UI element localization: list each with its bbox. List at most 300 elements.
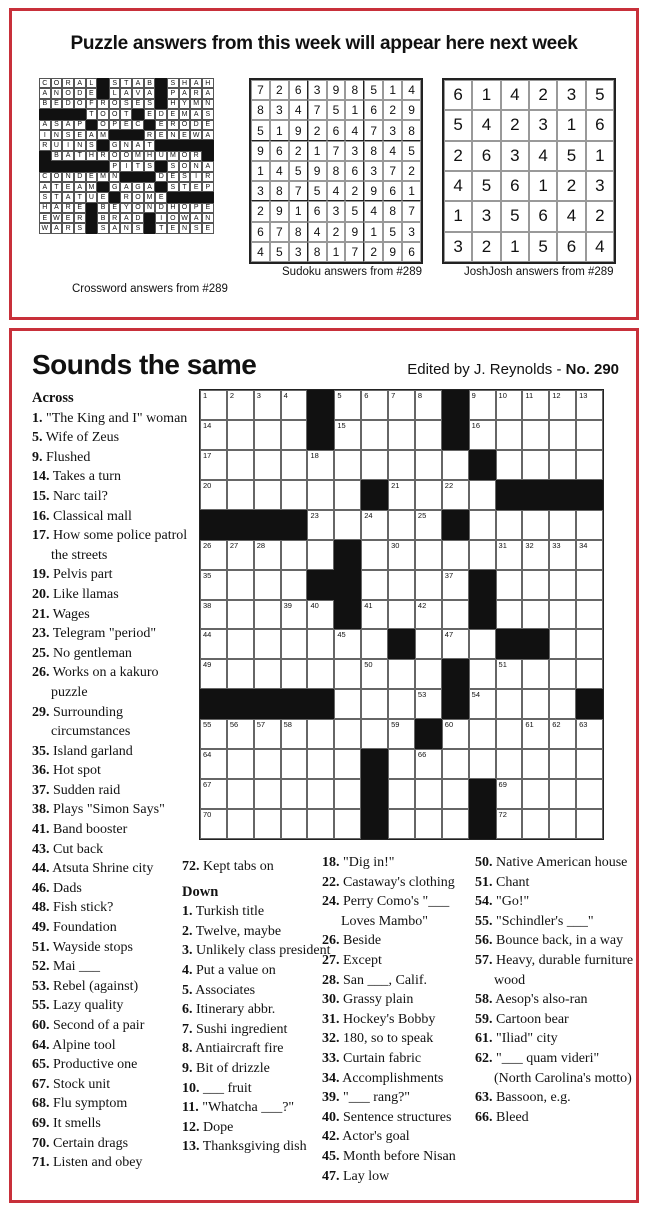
puzzle-cell[interactable] bbox=[522, 510, 549, 540]
puzzle-cell[interactable] bbox=[200, 719, 227, 749]
clue-number: 51 bbox=[498, 660, 507, 670]
puzzle-cell[interactable] bbox=[281, 540, 308, 570]
puzzle-cell[interactable] bbox=[496, 689, 523, 719]
black-square bbox=[97, 161, 109, 171]
puzzle-cell[interactable] bbox=[307, 540, 334, 570]
puzzle-cell[interactable] bbox=[200, 749, 227, 779]
clue-number: 59 bbox=[391, 720, 400, 730]
joshjosh-cell: 6 bbox=[557, 232, 585, 262]
puzzle-cell[interactable] bbox=[442, 450, 469, 480]
black-square bbox=[254, 510, 281, 540]
sudoku-cell: 4 bbox=[345, 120, 364, 140]
puzzle-cell[interactable] bbox=[442, 749, 469, 779]
puzzle-cell[interactable] bbox=[576, 450, 603, 480]
puzzle-cell[interactable] bbox=[469, 510, 496, 540]
clue-number: 63 bbox=[579, 720, 588, 730]
puzzle-cell[interactable] bbox=[334, 809, 361, 839]
puzzle-cell[interactable] bbox=[496, 600, 523, 630]
answer-letter: E bbox=[62, 182, 74, 192]
puzzle-cell[interactable] bbox=[281, 570, 308, 600]
puzzle-cell[interactable] bbox=[227, 809, 254, 839]
puzzle-cell[interactable] bbox=[549, 450, 576, 480]
answer-letter: I bbox=[120, 161, 132, 171]
clue-num: 46. bbox=[32, 880, 50, 896]
puzzle-cell[interactable] bbox=[576, 809, 603, 839]
clue-number: 32 bbox=[525, 540, 534, 550]
puzzle-cell[interactable] bbox=[576, 779, 603, 809]
puzzle-cell[interactable] bbox=[549, 420, 576, 450]
puzzle-cell[interactable] bbox=[254, 390, 281, 420]
clue-num: 26. bbox=[32, 665, 50, 681]
answer-letter: R bbox=[120, 192, 132, 202]
clue-number: 15 bbox=[337, 420, 346, 430]
puzzle-cell[interactable] bbox=[388, 779, 415, 809]
puzzle-cell[interactable] bbox=[522, 719, 549, 749]
puzzle-cell[interactable] bbox=[281, 450, 308, 480]
clue-num: 1. bbox=[182, 904, 193, 920]
sudoku-cell: 5 bbox=[289, 161, 308, 181]
sudoku-cell: 2 bbox=[364, 242, 383, 262]
joshjosh-answers-grid bbox=[442, 78, 616, 264]
clue-number: 31 bbox=[498, 540, 507, 550]
puzzle-cell[interactable] bbox=[200, 629, 227, 659]
puzzle-cell[interactable] bbox=[496, 510, 523, 540]
answer-letter: S bbox=[39, 192, 51, 202]
puzzle-cell[interactable] bbox=[415, 809, 442, 839]
puzzle-cell[interactable] bbox=[281, 659, 308, 689]
clue-item bbox=[32, 487, 194, 507]
puzzle-cell[interactable] bbox=[307, 779, 334, 809]
puzzle-cell[interactable] bbox=[469, 719, 496, 749]
clue-text: Fish stick? bbox=[49, 900, 114, 916]
puzzle-cell[interactable] bbox=[281, 779, 308, 809]
answer-letter: O bbox=[109, 99, 121, 109]
puzzle-cell[interactable] bbox=[227, 600, 254, 630]
clue-text: Productive one bbox=[49, 1057, 138, 1073]
puzzle-cell[interactable] bbox=[442, 570, 469, 600]
answer-letter: Y bbox=[179, 99, 191, 109]
clue-item bbox=[322, 1108, 480, 1128]
answer-letter: R bbox=[190, 88, 202, 98]
puzzle-cell[interactable] bbox=[415, 749, 442, 779]
puzzle-cell[interactable] bbox=[361, 719, 388, 749]
clue-number: 60 bbox=[444, 720, 454, 730]
puzzle-cell[interactable] bbox=[576, 540, 603, 570]
puzzle-cell[interactable] bbox=[522, 779, 549, 809]
puzzle-cell[interactable] bbox=[307, 749, 334, 779]
clue-num: 7. bbox=[182, 1021, 193, 1037]
answer-letter: H bbox=[167, 203, 179, 213]
joshjosh-cell: 2 bbox=[501, 110, 529, 140]
puzzle-cell[interactable] bbox=[522, 420, 549, 450]
puzzle-cell[interactable] bbox=[469, 420, 496, 450]
puzzle-cell[interactable] bbox=[388, 480, 415, 510]
puzzle-cell[interactable] bbox=[254, 809, 281, 839]
puzzle-cell[interactable] bbox=[334, 659, 361, 689]
clue-number: 16 bbox=[471, 420, 480, 430]
puzzle-cell[interactable] bbox=[281, 809, 308, 839]
puzzle-cell[interactable] bbox=[442, 600, 469, 630]
puzzle-cell[interactable] bbox=[200, 540, 227, 570]
answer-letter: Y bbox=[120, 203, 132, 213]
sudoku-cell: 4 bbox=[251, 242, 270, 262]
puzzle-cell[interactable] bbox=[496, 540, 523, 570]
puzzle-cell[interactable] bbox=[576, 749, 603, 779]
joshjosh-cell: 2 bbox=[586, 201, 614, 231]
puzzle-cell[interactable] bbox=[200, 480, 227, 510]
puzzle-cell[interactable] bbox=[522, 390, 549, 420]
puzzle-cell[interactable] bbox=[361, 450, 388, 480]
puzzle-cell[interactable] bbox=[254, 540, 281, 570]
clue-num: 25. bbox=[32, 645, 50, 661]
puzzle-cell[interactable] bbox=[200, 600, 227, 630]
puzzle-cell[interactable] bbox=[415, 450, 442, 480]
answer-letter: A bbox=[190, 213, 202, 223]
clue-number: 56 bbox=[229, 720, 239, 730]
clue-text: Thanksgiving dish bbox=[199, 1139, 307, 1155]
clue-item bbox=[322, 990, 480, 1010]
answer-letter: P bbox=[202, 182, 214, 192]
puzzle-cell[interactable] bbox=[522, 659, 549, 689]
puzzle-cell[interactable] bbox=[496, 719, 523, 749]
clue-number: 12 bbox=[552, 391, 561, 400]
puzzle-cell[interactable] bbox=[334, 450, 361, 480]
puzzle-cell[interactable] bbox=[254, 659, 281, 689]
puzzle-cell[interactable] bbox=[549, 570, 576, 600]
puzzle-cell[interactable] bbox=[227, 629, 254, 659]
puzzle-cell[interactable] bbox=[254, 570, 281, 600]
puzzle-cell[interactable] bbox=[361, 540, 388, 570]
clue-item bbox=[182, 857, 332, 877]
puzzle-cell[interactable] bbox=[281, 390, 308, 420]
puzzle-cell[interactable] bbox=[200, 779, 227, 809]
puzzle-cell[interactable] bbox=[442, 809, 469, 839]
puzzle-cell[interactable] bbox=[388, 719, 415, 749]
puzzle-cell[interactable] bbox=[388, 390, 415, 420]
puzzle-cell[interactable] bbox=[388, 749, 415, 779]
sudoku-cell: 8 bbox=[308, 242, 327, 262]
puzzle-cell[interactable] bbox=[469, 749, 496, 779]
joshjosh-cell: 3 bbox=[501, 141, 529, 171]
clue-text: Classical mall bbox=[49, 508, 132, 524]
puzzle-cell[interactable] bbox=[549, 600, 576, 630]
puzzle-cell[interactable] bbox=[361, 570, 388, 600]
puzzle-cell[interactable] bbox=[227, 420, 254, 450]
clue-number: 1 bbox=[203, 391, 208, 400]
puzzle-cell[interactable] bbox=[334, 420, 361, 450]
puzzle-cell[interactable] bbox=[307, 809, 334, 839]
puzzle-cell[interactable] bbox=[200, 809, 227, 839]
puzzle-cell[interactable] bbox=[254, 629, 281, 659]
puzzle-cell[interactable] bbox=[549, 719, 576, 749]
joshjosh-cell: 4 bbox=[444, 171, 472, 201]
puzzle-cell[interactable] bbox=[227, 390, 254, 420]
puzzle-cell[interactable] bbox=[281, 629, 308, 659]
puzzle-cell[interactable] bbox=[361, 600, 388, 630]
clue-text: Alpine tool bbox=[49, 1037, 116, 1053]
puzzle-cell[interactable] bbox=[281, 749, 308, 779]
clue-item bbox=[322, 1167, 480, 1187]
answer-letter: E bbox=[144, 109, 156, 119]
clue-num: 27. bbox=[322, 952, 340, 968]
puzzle-cell[interactable] bbox=[576, 570, 603, 600]
puzzle-cell[interactable] bbox=[361, 629, 388, 659]
clue-num: 14. bbox=[32, 469, 50, 485]
puzzle-cell[interactable] bbox=[549, 659, 576, 689]
puzzle-cell[interactable] bbox=[469, 689, 496, 719]
puzzle-cell[interactable] bbox=[522, 809, 549, 839]
puzzle-cell[interactable] bbox=[227, 480, 254, 510]
puzzle-cell[interactable] bbox=[576, 390, 603, 420]
puzzle-cell[interactable] bbox=[227, 719, 254, 749]
joshjosh-cell: 5 bbox=[529, 232, 557, 262]
puzzle-cell[interactable] bbox=[200, 390, 227, 420]
puzzle-cell[interactable] bbox=[576, 629, 603, 659]
answer-letter: E bbox=[132, 99, 144, 109]
puzzle-cell[interactable] bbox=[496, 809, 523, 839]
puzzle-cell[interactable] bbox=[415, 779, 442, 809]
answer-letter: E bbox=[179, 130, 191, 140]
puzzle-cell[interactable] bbox=[415, 659, 442, 689]
answer-letter: O bbox=[109, 109, 121, 119]
clue-num: 18. bbox=[322, 855, 340, 870]
puzzle-cell[interactable] bbox=[442, 540, 469, 570]
puzzle-cell[interactable] bbox=[307, 510, 334, 540]
puzzle-cell[interactable] bbox=[307, 450, 334, 480]
puzzle-cell[interactable] bbox=[415, 629, 442, 659]
puzzle-cell[interactable] bbox=[388, 600, 415, 630]
puzzle-cell[interactable] bbox=[442, 719, 469, 749]
answer-letter: O bbox=[62, 88, 74, 98]
puzzle-cell[interactable] bbox=[549, 809, 576, 839]
puzzle-cell[interactable] bbox=[576, 719, 603, 749]
clue-num: 23. bbox=[32, 626, 50, 642]
black-square bbox=[469, 600, 496, 630]
black-square bbox=[496, 629, 523, 659]
black-square bbox=[109, 130, 121, 140]
puzzle-cell[interactable] bbox=[496, 779, 523, 809]
puzzle-cell[interactable] bbox=[469, 659, 496, 689]
puzzle-cell[interactable] bbox=[415, 420, 442, 450]
sudoku-cell: 9 bbox=[270, 201, 289, 221]
puzzle-cell[interactable] bbox=[549, 540, 576, 570]
puzzle-cell[interactable] bbox=[388, 540, 415, 570]
puzzle-cell[interactable] bbox=[415, 540, 442, 570]
puzzle-cell[interactable] bbox=[469, 390, 496, 420]
puzzle-cell[interactable] bbox=[496, 390, 523, 420]
crossword-grid[interactable] bbox=[199, 389, 604, 840]
answer-letter: S bbox=[86, 140, 98, 150]
puzzle-cell[interactable] bbox=[442, 779, 469, 809]
puzzle-cell[interactable] bbox=[576, 659, 603, 689]
black-square bbox=[74, 161, 86, 171]
answer-letter: A bbox=[39, 120, 51, 130]
puzzle-cell[interactable] bbox=[388, 659, 415, 689]
puzzle-cell[interactable] bbox=[334, 480, 361, 510]
puzzle-cell[interactable] bbox=[442, 480, 469, 510]
clue-text: Flu symptom bbox=[49, 1096, 128, 1112]
answer-letter: B bbox=[144, 78, 156, 88]
puzzle-cell[interactable] bbox=[415, 510, 442, 540]
puzzle-cell[interactable] bbox=[388, 689, 415, 719]
puzzle-cell[interactable] bbox=[388, 450, 415, 480]
puzzle-cell[interactable] bbox=[281, 480, 308, 510]
puzzle-cell[interactable] bbox=[361, 510, 388, 540]
puzzle-cell[interactable] bbox=[254, 420, 281, 450]
sudoku-cell: 2 bbox=[402, 161, 421, 181]
puzzle-cell[interactable] bbox=[549, 629, 576, 659]
puzzle-cell[interactable] bbox=[307, 719, 334, 749]
puzzle-cell[interactable] bbox=[415, 570, 442, 600]
clue-num: 71. bbox=[32, 1155, 50, 1171]
clue-item bbox=[32, 742, 194, 762]
puzzle-cell[interactable] bbox=[549, 749, 576, 779]
puzzle-cell[interactable] bbox=[227, 450, 254, 480]
puzzle-cell[interactable] bbox=[361, 390, 388, 420]
clue-item bbox=[32, 409, 194, 429]
answer-letter: S bbox=[144, 99, 156, 109]
puzzle-cell[interactable] bbox=[334, 779, 361, 809]
puzzle-cell[interactable] bbox=[307, 600, 334, 630]
black-square bbox=[281, 689, 308, 719]
answer-letter: A bbox=[120, 182, 132, 192]
puzzle-cell[interactable] bbox=[496, 659, 523, 689]
puzzle-cell[interactable] bbox=[415, 480, 442, 510]
puzzle-cell[interactable] bbox=[522, 450, 549, 480]
puzzle-cell[interactable] bbox=[496, 749, 523, 779]
puzzle-cell[interactable] bbox=[496, 570, 523, 600]
black-square bbox=[86, 223, 98, 233]
joshjosh-cell: 6 bbox=[529, 201, 557, 231]
black-square bbox=[167, 192, 179, 202]
puzzle-cell[interactable] bbox=[334, 629, 361, 659]
puzzle-cell[interactable] bbox=[522, 689, 549, 719]
puzzle-cell[interactable] bbox=[522, 749, 549, 779]
puzzle-cell[interactable] bbox=[388, 809, 415, 839]
puzzle-cell[interactable] bbox=[254, 779, 281, 809]
clue-text: Hot spot bbox=[49, 763, 101, 779]
puzzle-cell[interactable] bbox=[549, 779, 576, 809]
black-square bbox=[254, 689, 281, 719]
puzzle-cell[interactable] bbox=[281, 600, 308, 630]
puzzle-cell[interactable] bbox=[334, 390, 361, 420]
joshjosh-cell: 3 bbox=[557, 80, 585, 110]
puzzle-cell[interactable] bbox=[200, 659, 227, 689]
answer-letter: I bbox=[155, 213, 167, 223]
puzzle-cell[interactable] bbox=[227, 570, 254, 600]
puzzle-cell[interactable] bbox=[200, 420, 227, 450]
puzzle-cell[interactable] bbox=[334, 510, 361, 540]
clue-num: 36. bbox=[32, 763, 50, 779]
puzzle-cell[interactable] bbox=[388, 510, 415, 540]
puzzle-cell[interactable] bbox=[200, 570, 227, 600]
answer-letter: W bbox=[190, 130, 202, 140]
puzzle-cell[interactable] bbox=[388, 570, 415, 600]
puzzle-cell[interactable] bbox=[415, 689, 442, 719]
clue-item bbox=[182, 961, 332, 981]
puzzle-cell[interactable] bbox=[576, 510, 603, 540]
puzzle-cell[interactable] bbox=[469, 540, 496, 570]
clue-number: 28 bbox=[256, 540, 266, 550]
clue-text: "Whatcha ___?" bbox=[198, 1100, 295, 1116]
puzzle-cell[interactable] bbox=[227, 779, 254, 809]
puzzle-cell[interactable] bbox=[227, 659, 254, 689]
puzzle-cell[interactable] bbox=[469, 480, 496, 510]
puzzle-cell[interactable] bbox=[576, 600, 603, 630]
puzzle-cell[interactable] bbox=[388, 420, 415, 450]
puzzle-cell[interactable] bbox=[254, 749, 281, 779]
answer-letter: A bbox=[202, 161, 214, 171]
puzzle-cell[interactable] bbox=[281, 420, 308, 450]
sudoku-cell: 2 bbox=[327, 222, 346, 242]
puzzle-cell[interactable] bbox=[227, 749, 254, 779]
clue-text: Atsuta Shrine city bbox=[49, 861, 154, 877]
puzzle-cell[interactable] bbox=[334, 689, 361, 719]
puzzle-cell[interactable] bbox=[307, 629, 334, 659]
puzzle-cell[interactable] bbox=[200, 450, 227, 480]
black-square bbox=[202, 192, 214, 202]
puzzle-cell[interactable] bbox=[307, 659, 334, 689]
answer-letter: O bbox=[51, 78, 63, 88]
clue-number: 53 bbox=[417, 690, 427, 700]
puzzle-cell[interactable] bbox=[415, 390, 442, 420]
puzzle-cell[interactable] bbox=[361, 659, 388, 689]
puzzle-cell[interactable] bbox=[522, 540, 549, 570]
clue-num: 12. bbox=[182, 1119, 200, 1135]
puzzle-cell[interactable] bbox=[442, 629, 469, 659]
answer-letter: R bbox=[144, 130, 156, 140]
puzzle-cell[interactable] bbox=[334, 749, 361, 779]
puzzle-cell[interactable] bbox=[522, 600, 549, 630]
puzzle-cell[interactable] bbox=[281, 719, 308, 749]
clue-item bbox=[182, 1059, 332, 1079]
black-square bbox=[202, 151, 214, 161]
answer-letter: M bbox=[179, 109, 191, 119]
clue-item bbox=[182, 1020, 332, 1040]
puzzle-cell[interactable] bbox=[549, 390, 576, 420]
puzzle-cell[interactable] bbox=[254, 600, 281, 630]
puzzle-cell[interactable] bbox=[522, 570, 549, 600]
puzzle-cell[interactable] bbox=[469, 629, 496, 659]
clue-text: Chant bbox=[492, 874, 530, 890]
puzzle-cell[interactable] bbox=[254, 480, 281, 510]
puzzle-cell[interactable] bbox=[549, 689, 576, 719]
puzzle-cell[interactable] bbox=[361, 420, 388, 450]
puzzle-cell[interactable] bbox=[576, 420, 603, 450]
puzzle-cell[interactable] bbox=[227, 540, 254, 570]
answer-letter: A bbox=[74, 182, 86, 192]
answer-letter: D bbox=[62, 99, 74, 109]
puzzle-cell[interactable] bbox=[496, 420, 523, 450]
joshjosh-cell: 5 bbox=[501, 201, 529, 231]
puzzle-cell[interactable] bbox=[361, 689, 388, 719]
answer-letter: R bbox=[62, 78, 74, 88]
sudoku-cell: 5 bbox=[251, 120, 270, 140]
puzzle-cell[interactable] bbox=[307, 480, 334, 510]
puzzle-cell[interactable] bbox=[334, 719, 361, 749]
clue-text: Sushi ingredient bbox=[192, 1021, 288, 1037]
puzzle-cell[interactable] bbox=[254, 450, 281, 480]
puzzle-cell[interactable] bbox=[549, 510, 576, 540]
puzzle-cell[interactable] bbox=[254, 719, 281, 749]
clue-num: 55. bbox=[475, 913, 493, 929]
clue-number: 57 bbox=[256, 720, 266, 730]
clue-text: How some police patrol the streets bbox=[49, 528, 188, 563]
clue-text: Antiaircraft fire bbox=[192, 1041, 284, 1057]
clue-item bbox=[475, 990, 635, 1010]
puzzle-cell[interactable] bbox=[415, 600, 442, 630]
puzzle-cell[interactable] bbox=[496, 450, 523, 480]
